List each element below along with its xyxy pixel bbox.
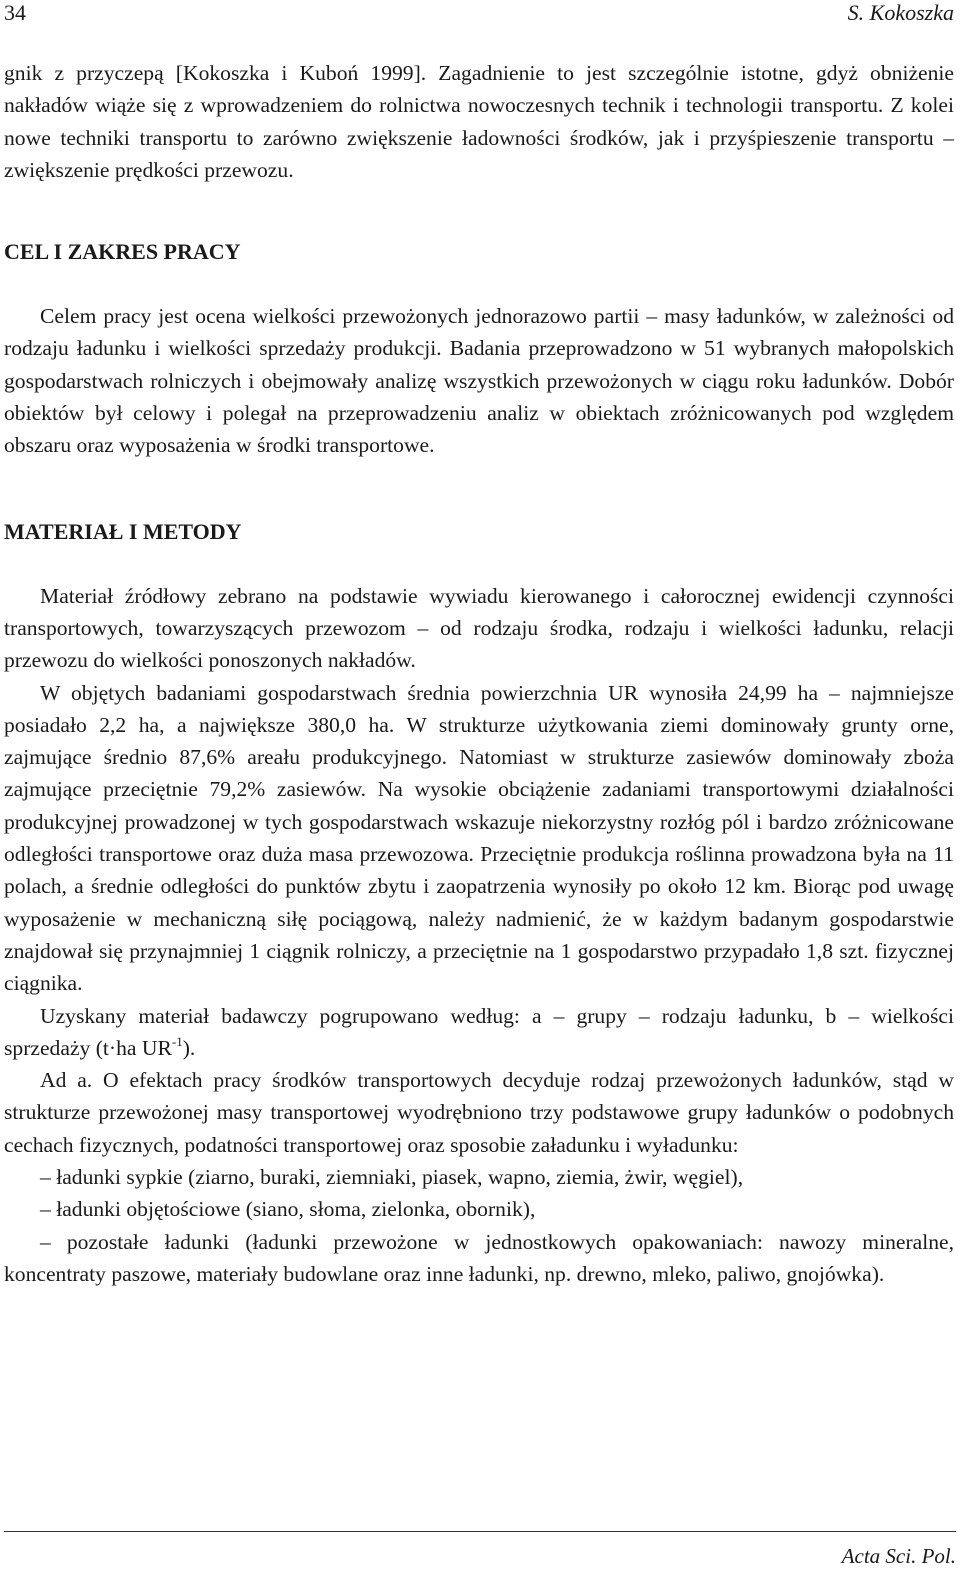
grouping-text: Uzyskany materiał badawczy pogrupowano według: a – grupy – rodzaju ładunku, b – wielkości sprzedaży (t·ha UR <box>4 1003 954 1060</box>
list-item: – ładunki sypkie (ziarno, buraki, ziemniaki, piasek, wapno, ziemia, żwir, węgiel), <box>40 1165 744 1190</box>
cel-paragraph: Celem pracy jest ocena wielkości przewożonych jednorazowo partii – masy ładunków, w zależności od rodzaju ładunku i wielkości sprzedaży produkcji. Badania przeprowadzono w 51 wybranych małopolskich gospodarstwach rolniczych i obejmowały analizę wszystkich przewożonych w ciągu roku ładunków. Dobór obiektów był celowy i polegał na przeprowadzeniu analiz w obiektach zróżnicowanych pod względem obszaru oraz wyposażenia w środki transportowe. <box>4 304 954 458</box>
material-paragraph-4: Ad a. O efektach pracy środków transportowych decyduje rodzaj przewożonych ładunków, stąd w strukturze przewożonej masy transportowej wyodrębniono trzy podstawowe grupy ładunków o podobnych cechach fizycznych, podatności transportowej oraz sposobie załadunku i wyładunku: <box>4 1068 954 1157</box>
article-body <box>4 57 954 1290</box>
material-paragraph-3 <box>4 1000 954 1065</box>
material-paragraph-2: W objętych badaniami gospodarstwach średnia powierzchnia UR wynosiła 24,99 ha – najmniejsze posiadało 2,2 ha, a największe 380,0 ha. W strukturze użytkowania ziemi dominowały grunty orne, zajmujące średnio 87,6% areału produkcyjnego. Natomiast w strukturze zasiewów dominowały zboża zajmujące przeciętnie 79,2% zasiewów. Na wysokie obciążenie zadaniami transportowymi działalności produkcyjnej prowadzonej w tych gospodarstwach wskazuje niekorzystny rozłóg pól i bardzo zróżnicowane odległości transportowe oraz duża masa przewozowa. Przeciętnie produkcja roślinna prowadzona była na 11 polach, a średnie odległości do punktów zbytu i zaopatrzenia wynosiły po około 12 km. Biorąc pod uwagę wyposażenie w mechaniczną siłę pociągową, należy nadmienić, że w każdym badanym gospodarstwie znajdował się przynajmniej 1 ciągnik rolniczy, a przeciętnie na 1 gospodarstwo przypadało 1,8 szt. fizycznej ciągnika. <box>4 680 954 996</box>
list-item: – ładunki objętościowe (siano, słoma, zielonka, obornik), <box>40 1197 536 1222</box>
section-heading-cel: CEL I ZAKRES PRACY <box>4 239 241 265</box>
material-paragraph-1: Materiał źródłowy zebrano na podstawie wywiadu kierowanego i całorocznej ewidencji czynności transportowych, towarzyszących przewozom – od rodzaju środka, rodzaju i wielkości ładunku, relacji przewozu do wielkości ponoszonych nakładów. <box>4 583 954 673</box>
running-head-author: S. Kokoszka <box>847 0 954 25</box>
page-number: 34 <box>4 0 26 25</box>
section-heading-material: MATERIAŁ I METODY <box>4 518 242 544</box>
footer-journal-name: Acta Sci. Pol. <box>841 1544 956 1568</box>
grouping-text-end: ). <box>182 1035 196 1060</box>
page-header <box>0 0 956 32</box>
unit-exponent: -1 <box>171 1033 183 1049</box>
list-item: – pozostałe ładunki (ładunki przewożone w jednostkowych opakowaniach: nawozy mineralne, koncentraty paszowe, materiały budowlane oraz inne ładunki, np. drewno, mleko, paliwo, gnojówka). <box>4 1229 954 1286</box>
intro-continuation: gnik z przyczepą [Kokoszka i Kuboń 1999]. Zagadnienie to jest szczególnie istotne, gdyż obniżenie nakładów wiąże się z wprowadzeniem do rolnictwa nowoczesnych technik i technologii transportu. Z kolei nowe techniki transportu to zarówno zwiększenie ładowności środków, jak i przyśpieszenie transportu – zwiększenie prędkości przewozu. <box>4 61 954 182</box>
footer-divider <box>4 1531 956 1532</box>
